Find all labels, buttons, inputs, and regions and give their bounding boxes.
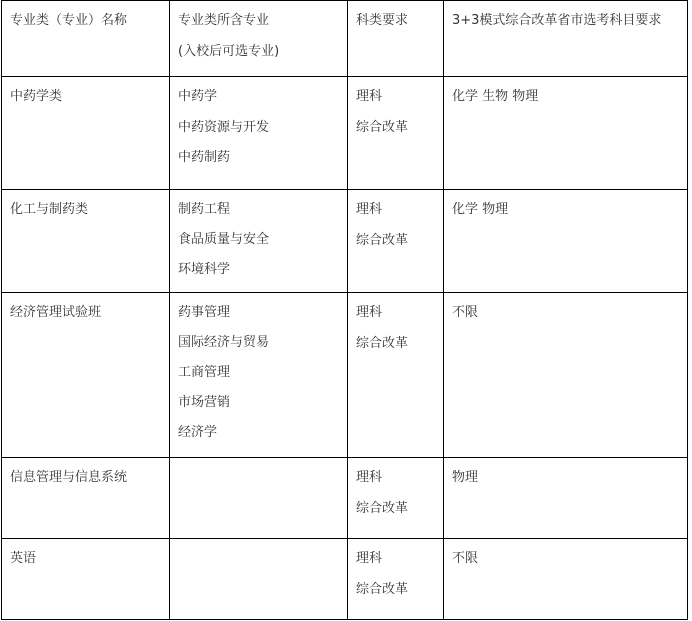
header-subjects-label: 3+3模式综合改革省市选考科目要求 bbox=[452, 13, 662, 28]
row-category-cell bbox=[348, 190, 444, 293]
subjects-requirement: 化学 物理 bbox=[452, 202, 509, 217]
majors-table bbox=[1, 0, 688, 620]
row-name-cell bbox=[2, 190, 170, 293]
major-item: 国际经济与贸易 bbox=[178, 335, 270, 350]
major-item: 制药工程 bbox=[178, 202, 231, 217]
major-item: 药事管理 bbox=[178, 305, 231, 320]
category-item: 综合改革 bbox=[356, 120, 409, 135]
row-name: 英语 bbox=[10, 551, 37, 566]
row-name-cell bbox=[2, 458, 170, 539]
subjects-requirement: 不限 bbox=[452, 305, 479, 320]
row-subjects-cell bbox=[444, 293, 688, 458]
row-name-cell bbox=[2, 539, 170, 620]
row-majors-cell bbox=[170, 293, 348, 458]
category-item: 理科 bbox=[356, 470, 383, 485]
category-item: 综合改革 bbox=[356, 336, 409, 351]
row-category-cell bbox=[348, 77, 444, 190]
row-subjects-cell bbox=[444, 77, 688, 190]
header-cell-subjects bbox=[444, 1, 688, 77]
major-item: 环境科学 bbox=[178, 262, 231, 277]
row-subjects-cell bbox=[444, 190, 688, 293]
row-subjects-cell bbox=[444, 458, 688, 539]
row-majors-cell bbox=[170, 77, 348, 190]
row-majors-cell bbox=[170, 458, 348, 539]
row-majors-cell bbox=[170, 190, 348, 293]
row-category-cell bbox=[348, 458, 444, 539]
major-item: 中药学 bbox=[178, 89, 218, 104]
major-item: 食品质量与安全 bbox=[178, 232, 270, 247]
row-name: 化工与制药类 bbox=[10, 202, 89, 217]
category-item: 综合改革 bbox=[356, 501, 409, 516]
row-name-cell bbox=[2, 77, 170, 190]
subjects-requirement: 物理 bbox=[452, 470, 479, 485]
table-row bbox=[2, 458, 688, 539]
subjects-requirement: 不限 bbox=[452, 551, 479, 566]
category-item: 综合改革 bbox=[356, 582, 409, 597]
header-name-label: 专业类（专业）名称 bbox=[10, 13, 128, 28]
row-name-cell bbox=[2, 293, 170, 458]
row-name: 经济管理试验班 bbox=[10, 305, 102, 320]
row-subjects-cell bbox=[444, 539, 688, 620]
row-name: 信息管理与信息系统 bbox=[10, 470, 128, 485]
category-item: 综合改革 bbox=[356, 233, 409, 248]
major-item: 市场营销 bbox=[178, 395, 231, 410]
header-cell-name bbox=[2, 1, 170, 77]
header-majors-sublabel: (入校后可选专业) bbox=[178, 44, 280, 59]
category-item: 理科 bbox=[356, 551, 383, 566]
table-row bbox=[2, 77, 688, 190]
header-majors-label: 专业类所含专业 bbox=[178, 13, 270, 28]
row-majors-cell bbox=[170, 539, 348, 620]
major-item: 工商管理 bbox=[178, 365, 231, 380]
header-cell-majors bbox=[170, 1, 348, 77]
table-row bbox=[2, 190, 688, 293]
category-item: 理科 bbox=[356, 202, 383, 217]
table-row bbox=[2, 293, 688, 458]
header-category-label: 科类要求 bbox=[356, 13, 409, 28]
major-item: 经济学 bbox=[178, 425, 218, 440]
row-category-cell bbox=[348, 539, 444, 620]
table-header-row bbox=[2, 1, 688, 77]
header-cell-category bbox=[348, 1, 444, 77]
subjects-requirement: 化学 生物 物理 bbox=[452, 89, 539, 104]
table-row bbox=[2, 539, 688, 620]
major-item: 中药资源与开发 bbox=[178, 120, 270, 135]
category-item: 理科 bbox=[356, 305, 383, 320]
row-name: 中药学类 bbox=[10, 89, 63, 104]
row-category-cell bbox=[348, 293, 444, 458]
major-item: 中药制药 bbox=[178, 150, 231, 165]
category-item: 理科 bbox=[356, 89, 383, 104]
